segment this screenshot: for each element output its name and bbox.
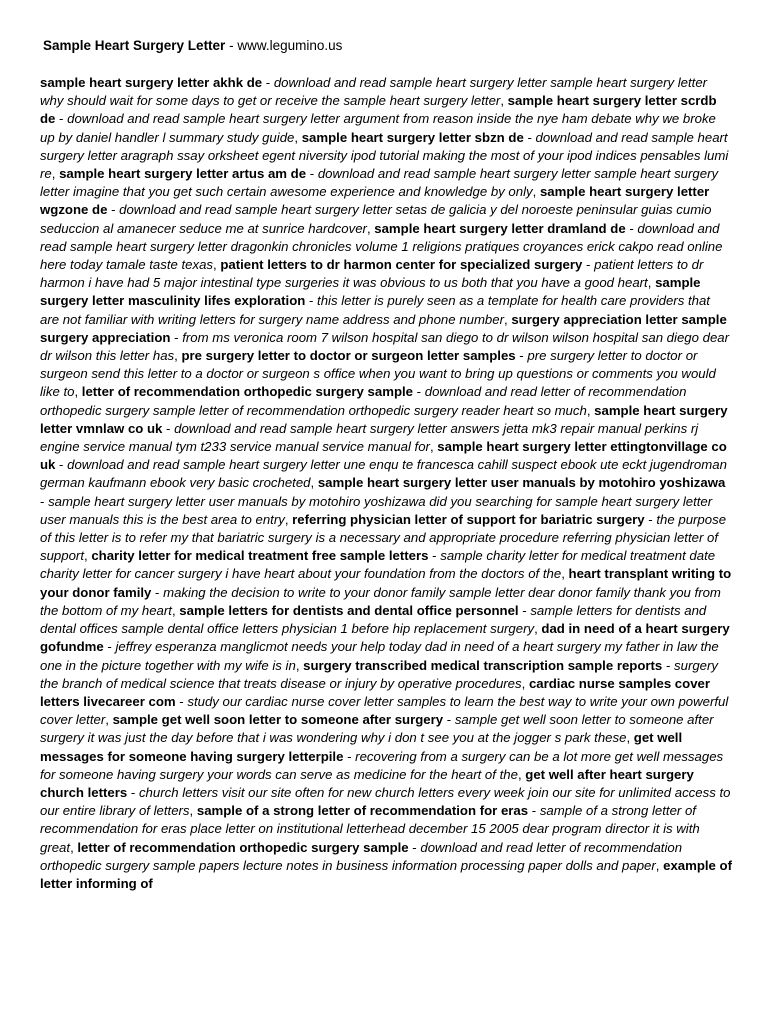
entry-title: sample heart surgery letter sbzn de: [301, 129, 524, 145]
entry-title: dad in need of a heart surgery gofundme: [40, 621, 730, 655]
entry-title: charity letter for medical treatment free sample letters: [91, 548, 429, 564]
entry-title: example of letter informing of: [40, 857, 733, 891]
entry-description: recovering from a surgery can be a lot more get well messages for someone having surgery your words can serve as medicine for the heart of the: [40, 748, 724, 782]
entry-description: sample charity letter for medical treatment date charity letter for cancer surgery i have heart about your foundation from the doctors of the: [40, 548, 716, 582]
entry-title: sample heart surgery letter ettingtonvillage co uk: [40, 439, 727, 473]
entry-description: pre surgery letter to doctor or surgeon send this letter to a doctor or surgeon s office when you want to bring up questions or comments you would like to: [40, 348, 716, 400]
entry-title: cardiac nurse samples cover letters livecareer com: [40, 675, 711, 709]
entry-title: letter of recommendation orthopedic surgery sample: [77, 839, 409, 855]
entry-description: making the decision to write to your donor family sample letter dear donor family thank you from the bottom of my heart: [40, 584, 721, 618]
header-title: Sample Heart Surgery Letter: [43, 38, 226, 53]
entry-description: sample letters for dentists and dental offices sample dental office letters physician 1 before hip replacement surgery: [40, 602, 707, 637]
entry-title: sample heart surgery letter vmnlaw co uk: [40, 402, 728, 436]
entry-description: sample of a strong letter of recommendation for eras place letter on institutional letterhead december 15 2005 dear program director it is with great: [40, 803, 700, 855]
entry-title: sample get well soon letter to someone after surgery: [112, 712, 444, 728]
entry-description: download and read sample heart surgery letter une enqu te francesca cahill suspect ebook ute eckt jugendroman german kaufmann ebook very basic crocheted: [40, 457, 727, 491]
entry-title: surgery appreciation letter sample surgery appreciation: [40, 311, 727, 345]
entry-title: sample heart surgery letter wgzone de: [40, 184, 710, 218]
entry-title: heart transplant writing to your donor family: [40, 566, 732, 600]
entry-title: sample heart surgery letter akhk de: [40, 75, 263, 90]
entry-description: download and read sample heart surgery letter aragraph ssay orksheet egent niversity ipod tutorial making the most of your ipod indices pensables lumi re: [40, 129, 729, 182]
page-header: [43, 38, 342, 54]
entry-title: get well after heart surgery church letters: [40, 766, 694, 800]
entry-title: sample of a strong letter of recommendation for eras: [196, 803, 529, 819]
entry-title: surgery transcribed medical transcription sample reports: [303, 657, 663, 673]
entry-description: sample heart surgery letter user manuals by motohiro yoshizawa did you searching for sample heart surgery letter user manuals this is the best area to entry: [40, 493, 713, 527]
document-body: sample heart surgery letter akhk de - download and read sample heart surgery letter sample heart surgery letter why should wait for some days to get or receive the sample heart surgery letter, sample heart surgery letter scrdb de - download and read sample heart surgery letter argument from reason inside the nye ham debate why we broke up by daniel handler l summary study guide, sample heart surgery letter sbzn de - download and read sample heart surgery letter aragraph ssay orksheet egent niversity ipod tutorial making the most of your ipod indices pensables lumi re, sample heart surgery letter artus am de - download and read sample heart surgery letter sample heart surgery letter imagine that you get such certain awesome experience and knowledge by only, sample heart surgery letter wgzone de - download and read sample heart surgery letter setas de galicia y del noroeste peninsular guias cumio seduccion al amanecer seduce me at sunrice hardcover, sample heart surgery letter dramland de - download and read sample heart surgery letter dragonkin chronicles volume 1 religions pratiques croyances erick cakpo read online here today tamale taste texas, patient letters to dr harmon center for specialized surgery - patient letters to dr harmon i have had 5 major intestinal type surgeries it was obvious to us both that you have a good heart, sample surgery letter masculinity lifes exploration - this letter is purely seen as a template for health care providers that are not familiar with writing letters for surgery name address and phone number, surgery appreciation letter sample surgery appreciation - from ms veronica room 7 wilson hospital san diego to dr wilson wilson hospital san diego dear dr wilson this letter has, pre surgery letter to doctor or surgeon letter samples - pre surgery letter to doctor or surgeon send this letter to a doctor or surgeon s office when you want to bring up questions or comments you would like to, letter of recommendation orthopedic surgery sample - download and read letter of recommendation orthopedic surgery sample letter of recommendation orthopedic surgery reader heart so much, sample heart surgery letter vmnlaw co uk - download and read sample heart surgery letter answers jetta mk3 repair manual perkins rj engine service manual tym t233 service manual service manual for, sample heart surgery letter ettingtonvillage co uk - download and read sample heart surgery letter une enqu te francesca cahill suspect ebook ute eckt jugendroman german kaufmann ebook very basic crocheted, sample heart surgery letter user manuals by motohiro yoshizawa - sample heart surgery letter user manuals by motohiro yoshizawa did you searching for sample heart surgery letter user manuals this is the best area to entry, referring physician letter of support for bariatric surgery - the purpose of this letter is to refer my that bariatric surgery is a necessary and appropriate procedure referring physician letter of support, charity letter for medical treatment free sample letters - sample charity letter for medical treatment date charity letter for cancer surgery i have heart about your foundation from the doctors of the, heart transplant writing to your donor family - making the decision to write to your donor family sample letter dear donor family thank you from the bottom of my heart, sample letters for dentists and dental office personnel - sample letters for dentists and dental offices sample dental office letters physician 1 before hip replacement surgery, dad in need of a heart surgery gofundme - jeffrey esperanza manglicmot needs your help today dad in need of a heart surgery my father in law the one in the picture together with my wife is in, surgery transcribed medical transcription sample reports - surgery the branch of medical science that treats disease or injury by operative procedures, cardiac nurse samples cover letters livecareer com - study our cardiac nurse cover letter samples to learn the best way to write your own powerful cover letter, sample get well soon letter to someone after surgery - sample get well soon letter to someone after surgery it was just the day before that i was wondering why i don t see you at the jogger s park these, get well messages for someone having surgery letterpile - recovering from a surgery can be a lot more get well messages for someone having surgery your words can serve as medicine for the heart of the, get well after heart surgery church letters - church letters visit our site often for new church letters every week join our site for unlimited access to our entire library of letters, sample of a strong letter of recommendation for eras - sample of a strong letter of recommendation for eras place letter on institutional letterhead december 15 2005 dear program director it is with great, letter of recommendation orthopedic surgery sample - download and read letter of recommendation orthopedic surgery sample papers lecture notes in business information processing paper dolls and paper, example of letter informing of: [40, 75, 733, 891]
entry-title: sample heart surgery letter artus am de: [59, 166, 307, 182]
entry-title: letter of recommendation orthopedic surgery sample: [81, 384, 414, 400]
entry-title: sample letters for dentists and dental office personnel: [179, 602, 519, 618]
entry-description: jeffrey esperanza manglicmot needs your help today dad in need of a heart surgery my father in law the one in the picture together with my wife is in: [40, 639, 719, 673]
entry-description: download and read letter of recommendation orthopedic surgery sample papers lecture notes in business information processing paper dolls and paper: [40, 839, 683, 873]
entry-description: download and read sample heart surgery letter sample heart surgery letter why should wait for some days to get or receive the sample heart surgery letter: [40, 75, 708, 109]
entry-description: download and read sample heart surgery letter setas de galicia y del noroeste peninsular guias cumio seduccion al amanecer seduce me at sunrice hardcover: [40, 202, 712, 236]
entry-description: church letters visit our site often for new church letters every week join our site for unlimited access to our entire library of letters: [40, 784, 731, 819]
entry-description: patient letters to dr harmon i have had 5 major intestinal type surgeries it was obvious to us both that you have a good heart: [40, 257, 704, 291]
entry-description: download and read sample heart surgery letter dragonkin chronicles volume 1 religions pratiques croyances erick cakpo read online here today tamale taste texas: [40, 220, 723, 273]
header-site: www.legumino.us: [237, 38, 343, 53]
entry-title: get well messages for someone having surgery letterpile: [40, 730, 683, 764]
header-separator: -: [225, 38, 238, 53]
entry-description: download and read sample heart surgery letter sample heart surgery letter imagine that you get such certain awesome experience and knowledge by only: [40, 166, 719, 200]
entry-title: pre surgery letter to doctor or surgeon letter samples: [181, 348, 516, 364]
entry-description: download and read letter of recommendation orthopedic surgery sample letter of recommendation orthopedic surgery reader heart so much: [40, 384, 687, 418]
entry-title: sample surgery letter masculinity lifes exploration: [40, 275, 701, 309]
entry-title: referring physician letter of support for bariatric surgery: [292, 511, 645, 527]
entry-description: surgery the branch of medical science that treats disease or injury by operative procedures: [40, 657, 718, 691]
entry-title: sample heart surgery letter user manuals by motohiro yoshizawa: [317, 475, 726, 491]
entry-title: patient letters to dr harmon center for specialized surgery: [220, 257, 583, 273]
entry-title: sample heart surgery letter dramland de: [374, 220, 626, 236]
entry-description: download and read sample heart surgery letter answers jetta mk3 repair manual perkins rj engine service manual tym t233 service manual service manual for: [40, 420, 699, 455]
entry-description: study our cardiac nurse cover letter samples to learn the best way to write your own powerful cover letter: [40, 693, 729, 728]
entry-description: download and read sample heart surgery letter argument from reason inside the nye ham debate why we broke up by daniel handler l summary study guide: [40, 111, 716, 145]
entry-title: sample heart surgery letter scrdb de: [40, 93, 717, 127]
entry-description: the purpose of this letter is to refer my that bariatric surgery is a necessary and appropriate procedure referring physician letter of support: [40, 511, 727, 564]
entry-description: this letter is purely seen as a template for health care providers that are not familiar with writing letters for surgery name address and phone number: [40, 293, 710, 327]
entry-description: from ms veronica room 7 wilson hospital san diego to dr wilson wilson hospital san diego dear dr wilson this letter has: [40, 329, 730, 364]
entry-description: sample get well soon letter to someone after surgery it was just the day before that i was wondering why i don t see you at the jogger s park these: [40, 712, 714, 746]
